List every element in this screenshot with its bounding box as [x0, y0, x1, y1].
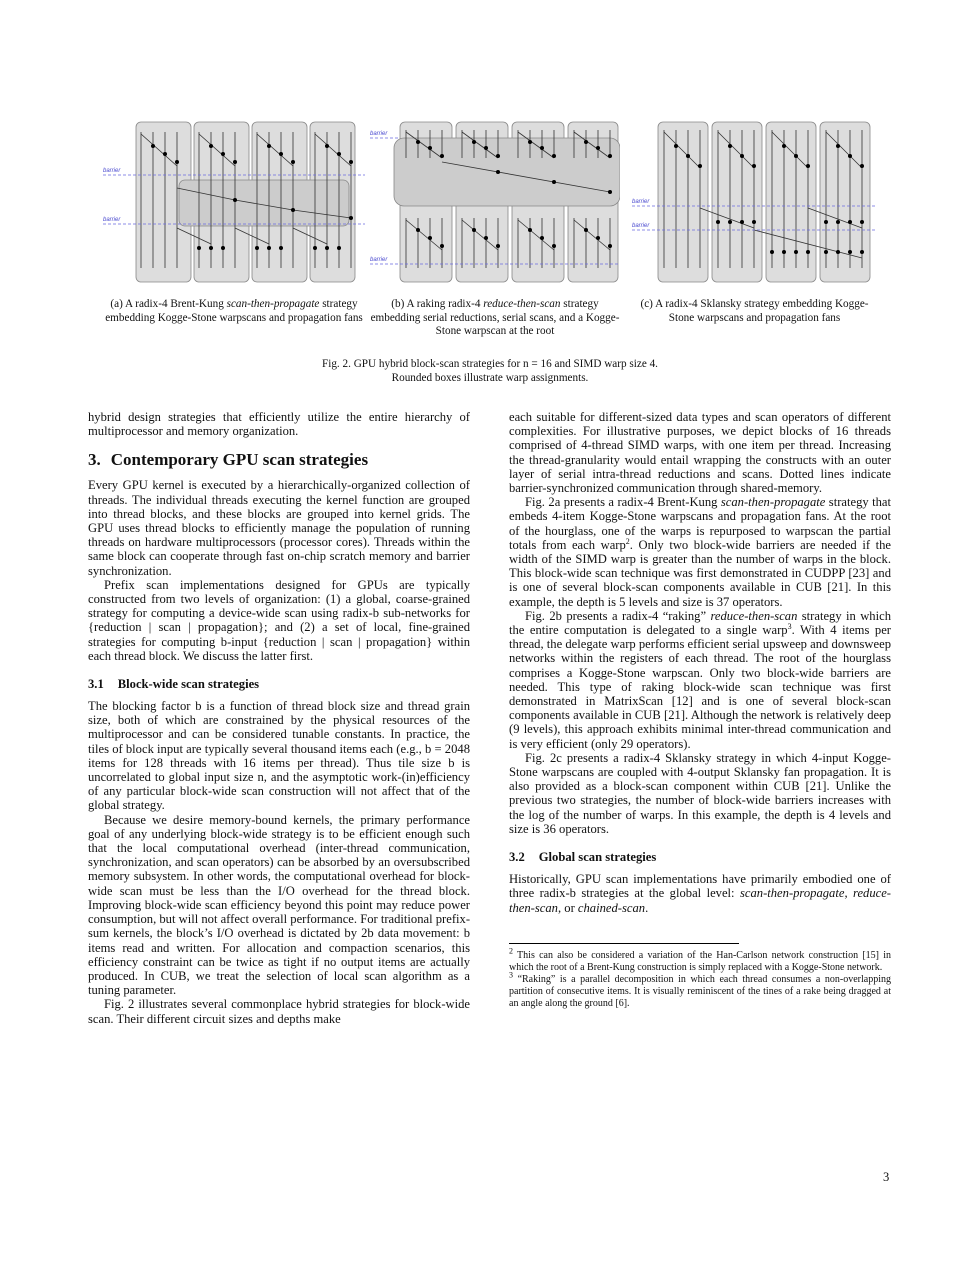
barrier-label: barrier: [103, 168, 121, 174]
paragraph: Fig. 2 illustrates several commonplace hybrid strategies for block-wide scan. Their different circuit sizes and depths make: [88, 997, 470, 1026]
paragraph: Historically, GPU scan implementations have primarily embodied one of three radix-b strategies at the global level: scan-then-propagate, reduce-then-scan, or chained-scan.: [509, 872, 892, 915]
paragraph: Prefix scan implementations designed for GPUs are typically constructed from two levels of organization: (1) a global, coarse-grained strategy for computing a device-wide scan using radix-b sub-networks for {reduction | scan | propagation}; and (2) a set of local, fine-grained strategies for computing b-input {reduction | scan | propagation} within each thread block. We discuss the latter first.: [88, 577, 470, 663]
figure-2a-brent-kung-diagram: [103, 118, 365, 288]
section-heading: 3. Contemporary GPU scan strategies: [88, 450, 369, 470]
figure-2b-raking-diagram: [370, 118, 620, 288]
subsection-heading: 3.1 Block-wide scan strategies: [88, 677, 260, 692]
right-column: [509, 410, 891, 1010]
barrier-label: barrier: [632, 199, 650, 205]
figure-2-caption: Fig. 2. GPU hybrid block-scan strategies for n = 16 and SIMD warp size 4. Rounded boxes illustrate warp assignments.: [322, 358, 658, 384]
caption-figure-2a: (a) A radix-4 Brent-Kung scan-then-propagate strategy embedding Kogge-Stone warpscans and propagation fans: [105, 298, 363, 324]
caption-figure-2b: (b) A raking radix-4 reduce-then-scan strategy embedding serial reductions, serial scans, and a Kogge-Stone warpscan at the root: [370, 298, 620, 337]
paragraph: Fig. 2a presents a radix-4 Brent-Kung scan-then-propagate strategy that embeds 4-item Kogge-Stone warpscans and propagation fans. At the root of the hourglass, one of the warps is repurposed to warpscan the partial totals from each warp$^2$. Only two block-wide barriers are needed if the width of the SIMD warp is greater than the number of warps in the block. This block-wide scan technique was first demonstrated in CUDPP [23] and is one of several block-scan components available in CUB [21]. In this example, the depth is 5 levels and size is 37 operators.: [509, 495, 892, 609]
paragraph: The blocking factor b is a function of thread block size and thread grain size, both of which are constrained by the physical resources of the multiprocessor and can be considered tunable constants. In practice, the tiles of block input are typically several thousand items each (e.g., b = 2048 items for 128 threads with 16 items per thread). Thus tile size b is uncorrelated to global input size n, and the asymptotic work-(in)efficiency of any particular block-wide scan construction will not affect that of the global strategy.: [88, 699, 470, 813]
paragraph: Because we desire memory-bound kernels, the primary performance goal of any underlying block-wide strategy is to be efficient enough such that the local computational overhead (inter-thread communication, synchronization, and scan operators) can be absorbed by an oversubscribed memory subsystem. In other words, the computational overhead for block-wide scan must be less than the I/O overhead for the thread block. Improving block-wide scan efficiency beyond this point may reduce power consumption, but will not affect overall performance. For traditional prefix-sum kernels, the block’s I/O overhead is dictated by 2b data movement: b items read and written. For allocation and compaction scenarios, this efficiency constraint can be twice as tight if no output items are actually produced. In CUB, we treat the selection of local scan algorithm as a tuning parameter.: [88, 812, 471, 998]
paragraph: each suitable for different-sized data types and scan operators of different complexities. For illustrative purposes, we depict blocks of 16 threads comprised of 4-thread SIMD warps, with one item per thread. Increasing the thread-granularity would entail wrapping the constructs with an outer layer of serial intra-thread reductions and scans. Dotted lines indicate barrier-synchronized communication through shared-memory.: [509, 410, 891, 496]
figure-2c-sklansky-diagram: [632, 118, 877, 288]
footnote-3: $^3$ “Raking” is a parallel decomposition in which each thread consumes a non-overlapping partition of consecutive items. It is visually reminiscent of the tines of a rake being dragged at an angle along the ground [6].: [509, 970, 891, 1009]
paragraph: Every GPU kernel is executed by a hierarchically-organized collection of threads. The individual threads executing the kernel function are grouped into thread blocks, and these blocks are grouped into kernel grids. The GPU uses thread blocks to efficiently manage the population of running threads on hardware multiprocessors (processor cores). Threads within the same block can cooperate through fast on-chip scratch memory and barrier synchronization.: [88, 478, 470, 578]
page-number: 3: [883, 1170, 890, 1184]
caption-figure-2c: (c) A radix-4 Sklansky strategy embedding Kogge-Stone warpscans and propagation fans: [640, 298, 869, 324]
paragraph: Fig. 2b presents a radix-4 “raking” reduce-then-scan strategy in which the entire computation is delegated to a single warp$^3$. With 4 items per thread, the delegate warp performs efficient serial upsweep and downsweep networks within the registers of each thread. The root of the hourglass comprises a Kogge-Stone warpscan. Only two block-wide barriers are needed. This type of raking block-wide scan technique was first demonstrated in MatrixScan [12] and is one of several block-scan components available in CUB [21]. Although the network is relatively deep (9 levels), this approach exhibits minimal inter-thread communication and is very efficient (only 29 operators).: [509, 608, 891, 751]
subsection-heading: 3.2 Global scan strategies: [509, 850, 657, 865]
barrier-label: barrier: [370, 257, 388, 263]
barrier-label: barrier: [103, 217, 121, 223]
barrier-label: barrier: [632, 223, 650, 229]
footnote-rule: [509, 943, 739, 944]
paragraph: Fig. 2c presents a radix-4 Sklansky strategy in which 4-input Kogge-Stone warpscans are coupled with 4-output Sklansky fan propagation. It is also provided as a block-scan component within CUB [21]. Unlike the previous two strategies, the number of block-wide barriers increases with the log of the number of warps. In this example, the depth is 4 levels and size is 36 operators.: [509, 750, 891, 836]
footnote-2: $^2$ This can also be considered a variation of the Han-Carlson network construction [15] in which the root of a Brent-Kung construction is simply replaced with a Kogge-Stone network.: [509, 946, 891, 973]
left-column: [88, 410, 470, 1026]
barrier-label: barrier: [370, 131, 388, 137]
intro-paragraph: hybrid design strategies that efficiently utilize the entire hierarchy of multiprocessor and memory organization.: [88, 410, 470, 439]
